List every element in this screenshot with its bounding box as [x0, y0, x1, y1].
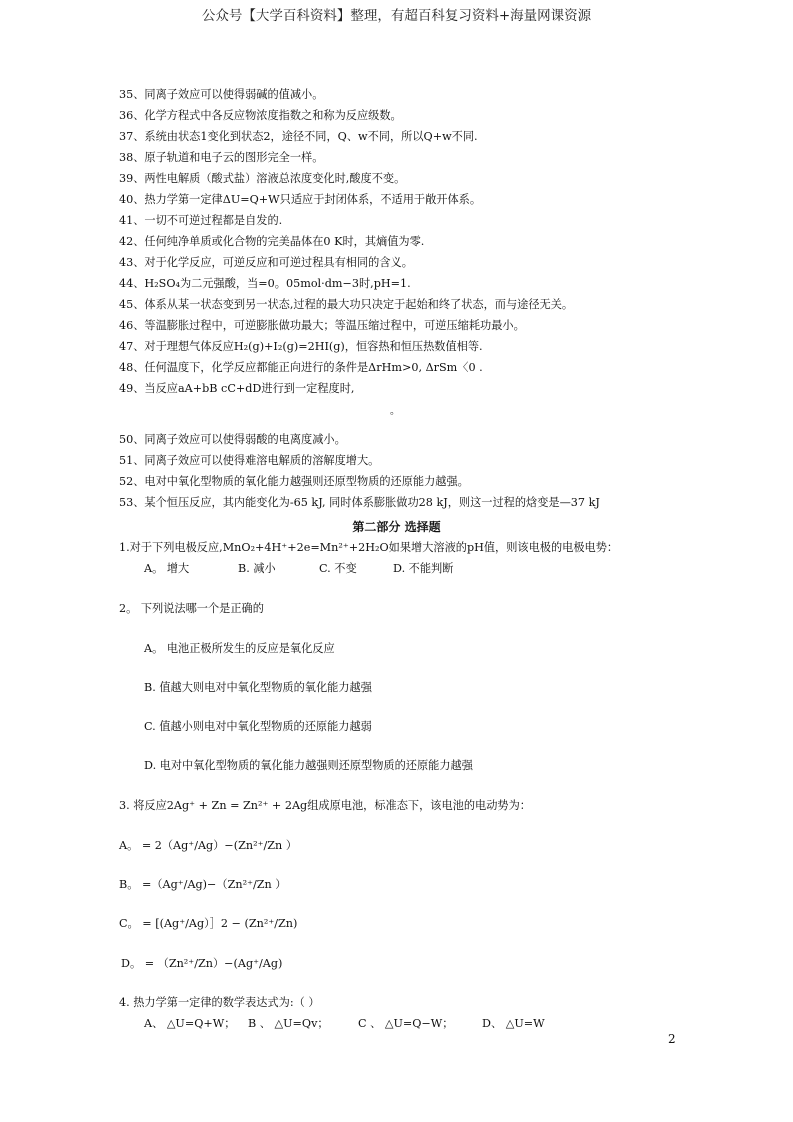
q3-option-c: C。 = [(Ag⁺/Ag）］2 − (Zn²⁺/Zn): [119, 917, 298, 930]
statement-40: 40、热力学第一定律ΔU=Q+W只适应于封闭体系，不适用于敞开体系。: [119, 193, 482, 206]
q3-option-d: D。 = （Zn²⁺/Zn）−(Ag⁺/Ag): [121, 957, 283, 970]
stray-mark: 。: [390, 406, 400, 417]
statement-35: 35、同离子效应可以使得弱碱的值减小。: [119, 88, 324, 101]
statement-46: 46、等温膨胀过程中，可逆膨胀做功最大；等温压缩过程中，可逆压缩耗功最小。: [119, 319, 525, 332]
q2-option-d: D. 电对中氧化型物质的氧化能力越强则还原型物质的还原能力越强: [144, 759, 473, 772]
question-2: 2。 下列说法哪一个是正确的: [119, 602, 264, 615]
statement-47: 47、对于理想气体反应H₂(g)+I₂(g)=2HI(g)，恒容热和恒压热数值相等.: [119, 340, 483, 353]
statement-43: 43、对于化学反应，可逆反应和可逆过程具有相同的含义。: [119, 256, 413, 269]
statement-42: 42、任何纯净单质或化合物的完美晶体在0 K时，其熵值为零.: [119, 235, 425, 248]
statement-38: 38、原子轨道和电子云的图形完全一样。: [119, 151, 324, 164]
question-1: 1.对于下列电极反应,MnO₂+4H⁺+2e=Mn²⁺+2H₂O如果增大溶液的pH值，则该电极的电极电势：: [119, 541, 619, 554]
question-3: 3. 将反应2Ag⁺ + Zn = Zn²⁺ + 2Ag组成原电池，标准态下，该电池的电动势为：: [119, 799, 531, 812]
statement-39: 39、两性电解质（酸式盐）溶液总浓度变化时,酸度不变。: [119, 172, 406, 185]
q4-option-b: B 、 △U=Qv；: [248, 1017, 329, 1030]
q3-option-a: A。 = 2（Ag⁺/Ag）−(Zn²⁺/Zn ）: [119, 839, 298, 852]
document-header: 公众号【大学百科资料】整理，有超百科复习资料+海量网课资源: [201, 8, 592, 24]
statement-45: 45、体系从某一状态变到另一状态,过程的最大功只决定于起始和终了状态，而与途径无关。: [119, 298, 574, 311]
section-title: 第二部分 选择题: [352, 520, 441, 534]
q1-option-b: B. 减小: [238, 562, 276, 575]
statement-52: 52、电对中氧化型物质的氧化能力越强则还原型物质的还原能力越强。: [119, 475, 469, 488]
statement-51: 51、同离子效应可以使得难溶电解质的溶解度增大。: [119, 454, 380, 467]
q1-option-d: D. 不能判断: [393, 562, 454, 575]
q2-option-b: B. 值越大则电对中氧化型物质的氧化能力越强: [144, 681, 372, 694]
statement-53: 53、某个恒压反应，其内能变化为-65 kJ, 同时体系膨胀做功28 kJ，则这一过程的焓变是—37 kJ: [119, 496, 600, 509]
statement-37: 37、系统由状态1变化到状态2，途径不同，Q、w不同，所以Q+w不同.: [119, 130, 478, 143]
q4-option-d: D、 △U=W: [482, 1017, 545, 1030]
statement-49: 49、当反应aA+bB cC+dD进行到一定程度时,: [119, 382, 355, 395]
q4-option-c: C 、 △U=Q−W；: [358, 1017, 454, 1030]
q2-option-c: C. 值越小则电对中氧化型物质的还原能力越弱: [144, 720, 372, 733]
statement-50: 50、同离子效应可以使得弱酸的电离度减小。: [119, 433, 346, 446]
q4-option-a: A、 △U=Q+W；: [144, 1017, 236, 1030]
statement-41: 41、一切不可逆过程都是自发的.: [119, 214, 283, 227]
q1-option-a: A。 增大: [144, 562, 190, 575]
statement-48: 48、任何温度下，化学反应都能正向进行的条件是ΔrHm>0, ΔrSm〈0 .: [119, 361, 483, 374]
q3-option-b: B。 =（Ag⁺/Ag)−（Zn²⁺/Zn ）: [119, 878, 287, 891]
question-4: 4. 热力学第一定律的数学表达式为:（ ）: [119, 996, 320, 1009]
q2-option-a: A。 电池正极所发生的反应是氧化反应: [144, 642, 335, 655]
q1-option-c: C. 不变: [319, 562, 357, 575]
statement-36: 36、化学方程式中各反应物浓度指数之和称为反应级数。: [119, 109, 402, 122]
statement-44: 44、H₂SO₄为二元强酸，当=0。05mol·dm−3时,pH=1.: [119, 277, 411, 290]
page-number: 2: [668, 1032, 676, 1046]
